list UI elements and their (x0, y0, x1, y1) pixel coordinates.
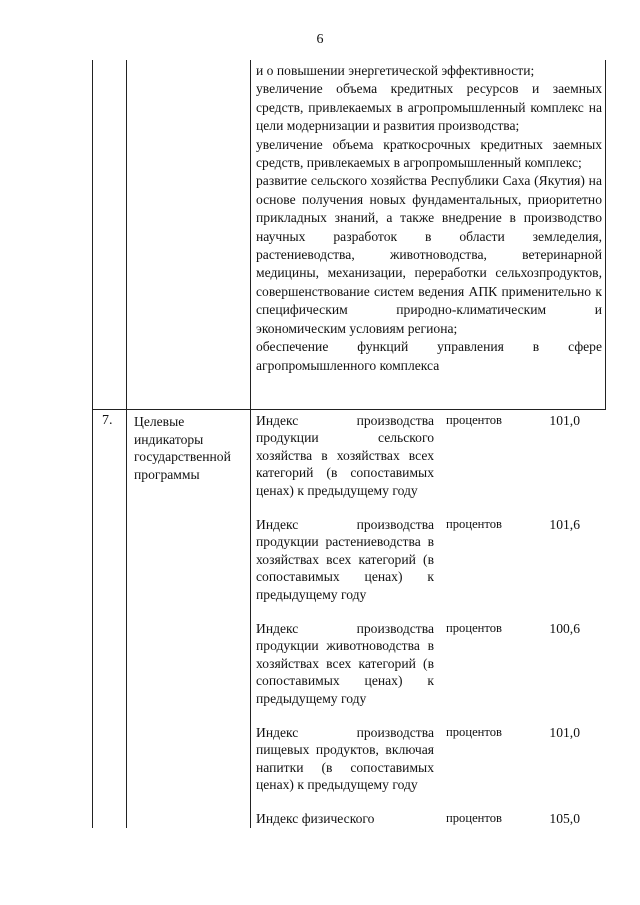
goal-item: увеличение объема кредитных ресурсов и заемных средств, привлекаемых в агропромышленный комплекс на цели модернизации и развития производства; (256, 81, 602, 134)
indicator-value: 100,6 (549, 621, 580, 636)
goals-cell (256, 62, 602, 375)
indicator-unit: процентов (446, 811, 502, 825)
page-number: 6 (316, 32, 324, 47)
table-border-left (92, 60, 93, 828)
indicator-value: 101,0 (549, 725, 580, 740)
goal-item: обеспечение функций управления в сфере агропромышленного комплекса (256, 339, 602, 373)
indicator-unit: процентов (446, 621, 502, 635)
indicator-unit: процентов (446, 413, 502, 427)
row-title: Целевые индикаторы государственной программы (134, 414, 231, 482)
goal-item: развитие сельского хозяйства Республики Саха (Якутия) на основе получения новых фундаментальных, приоритетно прикладных знаний, а также внедрение в производство научных разработок в области земледелия, растениеводства, животноводства, ветеринарной медицины, механизации, переработки сельхозпродуктов, совершенствование систем ведения АПК применительно к специфическим природно-климатическим и экономическим условиям региона; (256, 173, 602, 336)
indicator-name: Индекс производства продукции растениеводства в хозяйствах всех категорий (в сопоставимых ценах) к предыдущему году (256, 517, 434, 602)
indicator-name: Индекс физического (256, 811, 375, 826)
table-border-right (605, 60, 606, 409)
table-divider-title (250, 60, 251, 828)
goal-item: увеличение объема краткосрочных кредитных заемных средств, привлекаемых в агропромышленный комплекс; (256, 136, 602, 171)
goal-item: и о повышении энергетической эффективности; (256, 63, 535, 78)
indicator-value: 101,0 (549, 413, 580, 428)
indicator-name: Индекс производства продукции животноводства в хозяйствах всех категорий (в сопоставимых ценах) к предыдущему году (256, 621, 434, 706)
indicator-value: 101,6 (549, 517, 580, 532)
indicator-unit: процентов (446, 517, 502, 531)
row-divider (92, 409, 606, 410)
table-divider-number (126, 60, 127, 828)
row-number: 7. (102, 413, 113, 428)
indicator-unit: процентов (446, 725, 502, 739)
indicator-name: Индекс производства пищевых продуктов, включая напитки (в сопоставимых ценах) к предыдущему году (256, 725, 434, 793)
indicator-name: Индекс производства продукции сельского хозяйства в хозяйствах всех категорий (в сопоставимых ценах) к предыдущему году (256, 413, 434, 498)
indicator-value: 105,0 (549, 811, 580, 826)
